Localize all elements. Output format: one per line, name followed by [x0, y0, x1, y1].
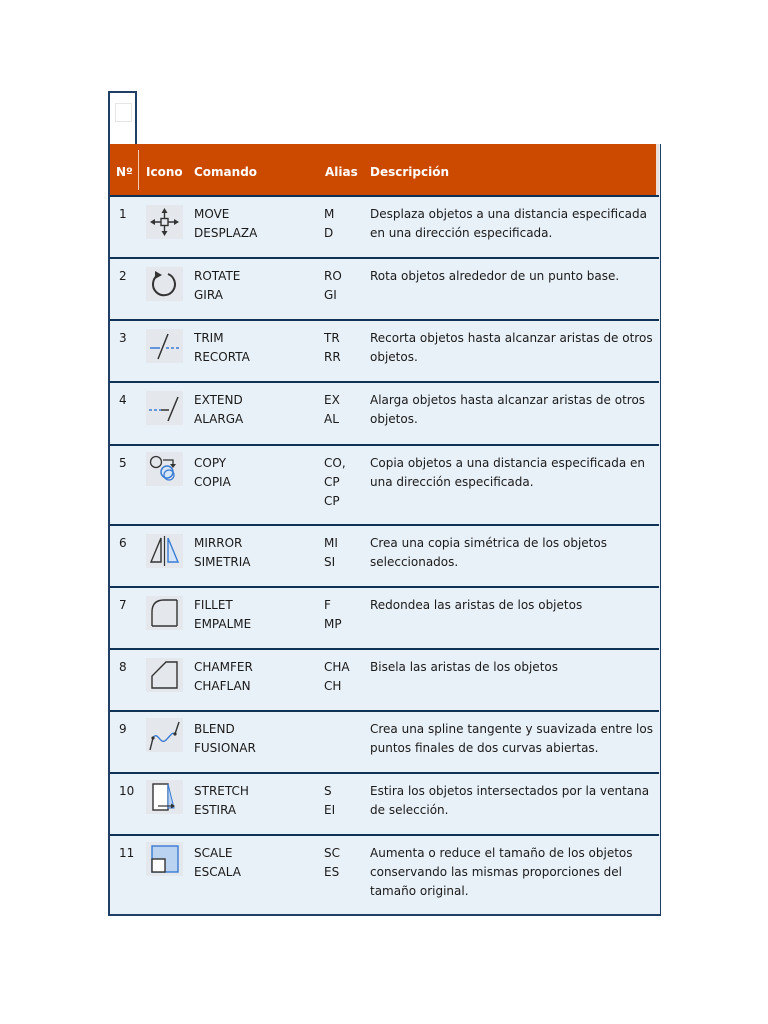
- table-tab-stub: [108, 91, 137, 144]
- alias: RO: [324, 269, 342, 283]
- alias: RR: [324, 350, 341, 364]
- command-en: MIRROR: [194, 536, 243, 550]
- header-alias: Alias: [325, 165, 358, 179]
- alias: S: [324, 784, 332, 798]
- table-row: [110, 772, 659, 834]
- command-description: Aumenta o reduce el tamaño de los objetos conservando las mismas proporciones del tamaño original.: [370, 846, 633, 898]
- command-en: TRIM: [194, 331, 224, 345]
- alias: M: [324, 207, 335, 221]
- command-es: RECORTA: [194, 350, 250, 364]
- alias: MP: [324, 617, 342, 631]
- header-description: Descripción: [370, 165, 449, 179]
- command-en: BLEND: [194, 722, 235, 736]
- command-description: Alarga objetos hasta alcanzar aristas de otros objetos.: [370, 393, 646, 426]
- header-right-edge: [656, 144, 659, 195]
- header-command: Comando: [194, 165, 258, 179]
- command-es: DESPLAZA: [194, 226, 258, 240]
- header-num: Nº: [116, 165, 133, 179]
- command-description: Crea una spline tangente y suavizada entre los puntos finales de dos curvas abiertas.: [370, 722, 653, 755]
- command-es: EMPALME: [194, 617, 252, 631]
- header-separator: [138, 150, 139, 190]
- command-es: GIRA: [194, 288, 223, 302]
- alias: SC: [324, 846, 340, 860]
- row-number: 4: [119, 393, 127, 407]
- row-number: 3: [119, 331, 127, 345]
- command-es: ESCALA: [194, 865, 241, 879]
- extend-icon: [146, 391, 183, 425]
- header-icon: Icono: [146, 165, 183, 179]
- table-row: [110, 710, 659, 772]
- command-es: COPIA: [194, 475, 231, 489]
- command-en: ROTATE: [194, 269, 241, 283]
- table-row: [110, 195, 659, 257]
- alias: TR: [324, 331, 340, 345]
- chamfer-icon: [146, 658, 183, 692]
- alias: D: [324, 226, 334, 240]
- move-icon: [146, 205, 183, 239]
- command-en: EXTEND: [194, 393, 243, 407]
- command-description: Rota objetos alrededor de un punto base.: [370, 269, 620, 283]
- command-en: STRETCH: [194, 784, 249, 798]
- command-en: MOVE: [194, 207, 230, 221]
- table-row: [110, 524, 659, 586]
- command-es: ALARGA: [194, 412, 244, 426]
- command-description: Desplaza objetos a una distancia especificada en una dirección especificada.: [370, 207, 647, 240]
- table-header: [110, 144, 659, 195]
- alias: AL: [324, 412, 339, 426]
- fillet-icon: [146, 596, 183, 630]
- command-description: Recorta objetos hasta alcanzar aristas de otros objetos.: [370, 331, 653, 364]
- command-en: COPY: [194, 456, 227, 470]
- command-description: Copia objetos a una distancia especificada en una dirección especificada.: [370, 456, 645, 489]
- alias: MI: [324, 536, 338, 550]
- command-description: Redondea las aristas de los objetos: [370, 598, 583, 612]
- row-number: 11: [119, 846, 135, 860]
- rotate-icon: [146, 267, 183, 301]
- alias: ES: [324, 865, 340, 879]
- alias: CO,: [324, 456, 346, 470]
- row-number: 5: [119, 456, 127, 470]
- command-en: SCALE: [194, 846, 233, 860]
- row-number: 1: [119, 207, 127, 221]
- command-description: Bisela las aristas de los objetos: [370, 660, 558, 674]
- alias: SI: [324, 555, 336, 569]
- row-number: 8: [119, 660, 127, 674]
- alias: CH: [324, 679, 342, 693]
- tab-stub-box: [115, 103, 132, 122]
- mirror-icon: [146, 534, 183, 568]
- row-number: 2: [119, 269, 127, 283]
- command-es: FUSIONAR: [194, 741, 256, 755]
- alias: GI: [324, 288, 337, 302]
- row-number: 10: [119, 784, 135, 798]
- command-es: CHAFLAN: [194, 679, 251, 693]
- table-row: [110, 586, 659, 648]
- blend-icon: [146, 718, 183, 752]
- row-number: 9: [119, 722, 127, 736]
- command-description: Estira los objetos intersectados por la ventana de selección.: [370, 784, 650, 817]
- table-row: [110, 257, 659, 319]
- row-number: 6: [119, 536, 127, 550]
- commands-table: [108, 144, 661, 916]
- alias: CP: [324, 494, 340, 508]
- command-es: SIMETRIA: [194, 555, 251, 569]
- alias: CHA: [324, 660, 350, 674]
- alias: EI: [324, 803, 336, 817]
- alias: EX: [324, 393, 340, 407]
- command-en: FILLET: [194, 598, 233, 612]
- table-row: [110, 381, 659, 444]
- scale-icon: [146, 842, 183, 876]
- table-row: [110, 648, 659, 710]
- copy-icon: [146, 452, 183, 486]
- table-row: [110, 319, 659, 381]
- alias: F: [324, 598, 331, 612]
- stretch-icon: [146, 780, 183, 814]
- trim-icon: [146, 329, 183, 363]
- table-row: [110, 834, 659, 914]
- row-number: 7: [119, 598, 127, 612]
- alias: CP: [324, 475, 340, 489]
- command-description: Crea una copia simétrica de los objetos seleccionados.: [370, 536, 607, 569]
- command-en: CHAMFER: [194, 660, 253, 674]
- command-es: ESTIRA: [194, 803, 237, 817]
- table-row: [110, 444, 659, 524]
